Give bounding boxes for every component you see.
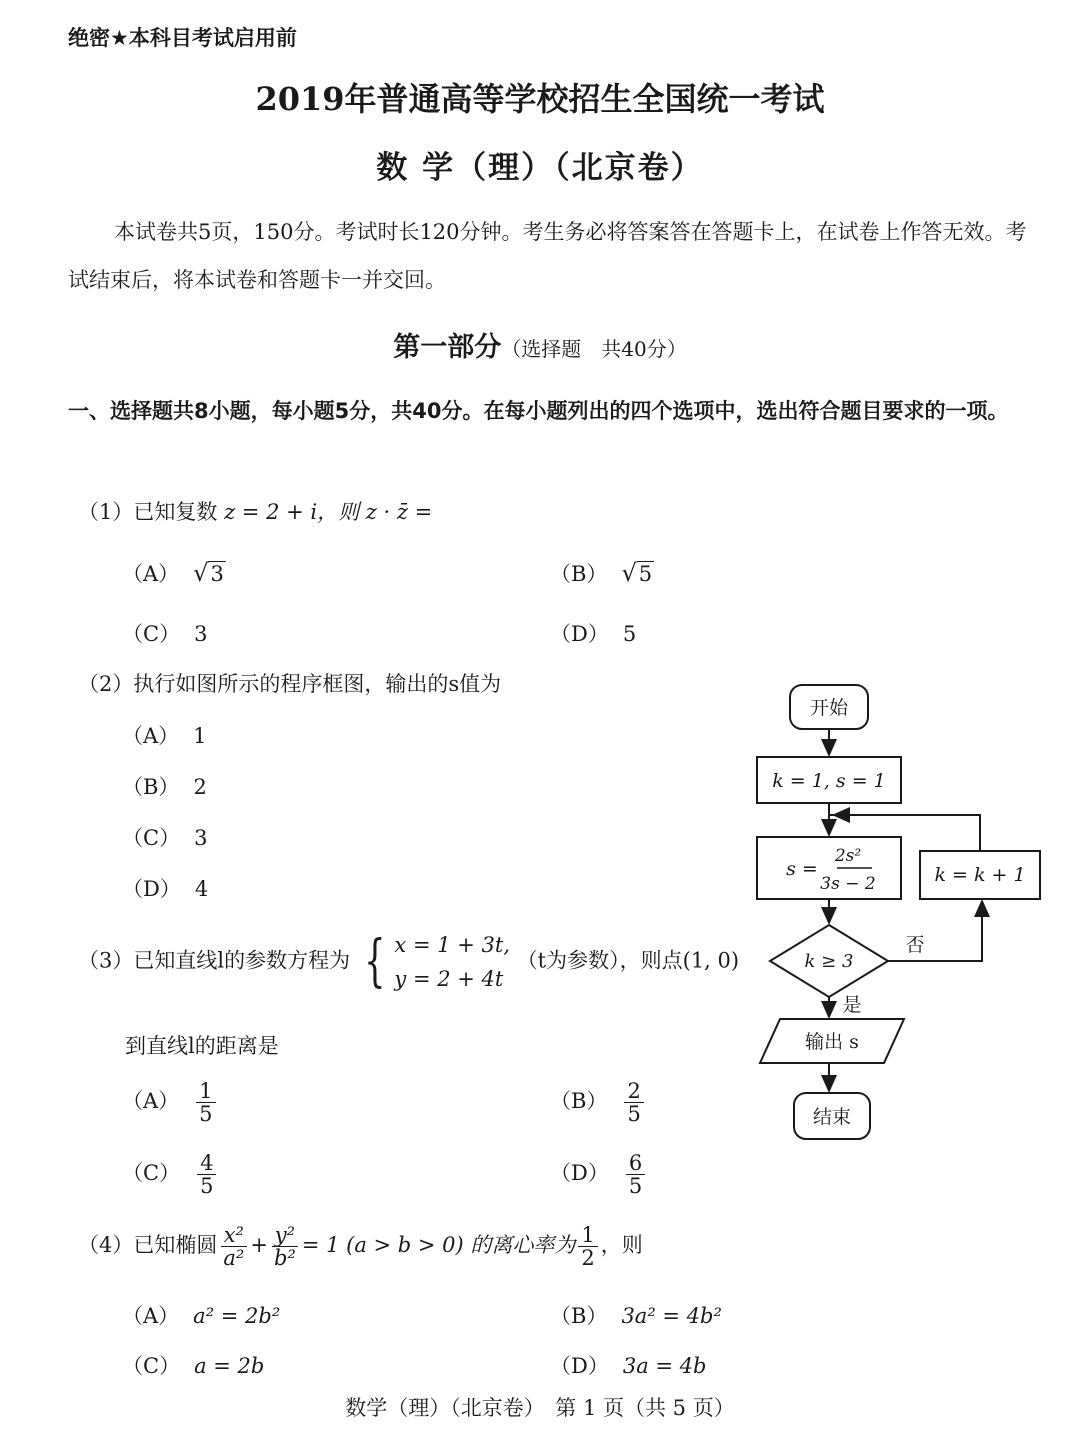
q1-option-b-value: 5 xyxy=(638,562,653,586)
question-4-number: （4） xyxy=(78,1233,134,1258)
denominator: a² xyxy=(223,1246,245,1271)
numerator: 4 xyxy=(197,1152,216,1175)
q1-option-b xyxy=(550,558,654,588)
question-4-text-post: ，则 xyxy=(600,1233,643,1258)
question-4-eccentricity xyxy=(578,1224,597,1269)
q1-option-a-value: 3 xyxy=(210,562,224,586)
question-1-number: （1） xyxy=(78,500,134,524)
question-4-text: 已知椭圆 xyxy=(133,1233,218,1258)
q2-option-d-label: （D） xyxy=(122,877,181,901)
program-flowchart xyxy=(750,675,1050,1155)
q2-option-a-value: 1 xyxy=(193,724,207,748)
flow-no-line xyxy=(888,901,982,961)
q3-option-a xyxy=(122,1080,219,1125)
q1-option-d-label: （D） xyxy=(550,622,609,646)
flow-loop-line xyxy=(829,815,980,850)
q3-option-a-label: （A） xyxy=(122,1089,180,1114)
denominator: 5 xyxy=(199,1102,213,1127)
question-4-fraction-y xyxy=(271,1224,299,1269)
flow-condition-label: k ≥ 3 xyxy=(804,951,854,972)
q3-option-d xyxy=(550,1152,648,1197)
q1-option-a-sqrt: √3 xyxy=(193,559,224,587)
flow-output-label: 输出 s xyxy=(805,1031,859,1053)
q4-option-a-value: a² = 2b² xyxy=(193,1304,281,1328)
q2-option-b xyxy=(122,771,207,801)
q4-option-c-value: a = 2b xyxy=(194,1354,265,1378)
q1-option-d xyxy=(550,618,636,648)
q3-option-d-fraction xyxy=(626,1152,645,1197)
q3-option-c-fraction xyxy=(197,1152,216,1197)
q2-option-d xyxy=(122,873,208,903)
q4-option-d-label: （D） xyxy=(550,1354,609,1378)
q1-option-d-value: 5 xyxy=(622,622,637,646)
q2-option-b-label: （B） xyxy=(122,775,180,799)
question-3-stem xyxy=(78,928,739,996)
denominator: 2 xyxy=(581,1246,595,1271)
q2-option-a-label: （A） xyxy=(122,724,180,748)
numerator: 6 xyxy=(626,1152,645,1175)
q1-option-b-label: （B） xyxy=(550,562,608,586)
numerator: x² xyxy=(221,1224,247,1247)
question-1-equation: z = 2 + i，则 xyxy=(224,500,360,524)
flow-assign-lhs: s = xyxy=(786,858,818,880)
q1-option-c-label: （C） xyxy=(122,622,181,646)
question-1-text: 已知复数 xyxy=(133,500,218,524)
question-1-expression: z · z̄ = xyxy=(365,500,433,524)
plus-sign: + xyxy=(250,1233,268,1258)
question-2-stem xyxy=(78,668,501,698)
flow-assign-denominator: 3s − 2 xyxy=(820,874,876,894)
question-2-number: （2） xyxy=(78,672,134,696)
q3-option-c xyxy=(122,1152,219,1197)
flow-assign-numerator: 2s² xyxy=(834,846,862,866)
part-one-title: 第一部分 xyxy=(393,332,502,363)
question-3-eq-x: x = 1 + 3t, xyxy=(394,933,510,957)
flow-no-label: 否 xyxy=(905,934,925,956)
part-one-note: （选择题 共40分） xyxy=(501,337,687,361)
question-4-stem xyxy=(78,1224,643,1269)
q2-option-a xyxy=(122,720,207,750)
q4-option-a xyxy=(122,1300,280,1330)
flow-end-label: 结束 xyxy=(812,1106,852,1128)
denominator: 5 xyxy=(628,1174,643,1199)
q3-option-c-label: （C） xyxy=(122,1161,181,1186)
q4-option-a-label: （A） xyxy=(122,1304,180,1328)
flow-init-label: k = 1, s = 1 xyxy=(772,770,886,792)
exam-title: 2019年普通高等学校招生全国统一考试 xyxy=(255,80,825,118)
confidential-label: 绝密★本科目考试启用前 xyxy=(68,26,297,50)
q3-option-a-fraction xyxy=(196,1080,215,1125)
question-3-stem-continued: 到直线l的距离是 xyxy=(125,1034,279,1058)
q3-option-b xyxy=(550,1080,647,1125)
q1-option-b-sqrt: √5 xyxy=(621,559,653,587)
q1-option-a xyxy=(122,558,226,588)
flow-start-label: 开始 xyxy=(809,697,849,719)
flow-increment-label: k = k + 1 xyxy=(934,864,1026,886)
question-3-eq-y: y = 2 + 4t xyxy=(394,967,504,991)
q4-option-c xyxy=(122,1350,264,1380)
q3-option-d-label: （D） xyxy=(550,1161,609,1186)
question-3-text-post: （t为参数），则点(1, 0) xyxy=(516,948,740,973)
q2-option-c xyxy=(122,822,207,852)
flow-yes-label: 是 xyxy=(842,994,862,1016)
question-3-number: （3） xyxy=(78,948,134,973)
question-3-text: 已知直线l的参数方程为 xyxy=(133,948,351,973)
question-1-stem xyxy=(78,496,432,526)
q4-option-b xyxy=(550,1300,722,1330)
q2-option-d-value: 4 xyxy=(194,877,209,901)
section-one-instruction: 一、选择题共8小题，每小题5分，共40分。在每小题列出的四个选项中，选出符合题目要求的一项。 xyxy=(68,399,1009,423)
denominator: b² xyxy=(273,1246,296,1271)
q2-option-b-value: 2 xyxy=(193,775,207,799)
q3-option-b-label: （B） xyxy=(550,1089,608,1114)
q4-option-b-label: （B） xyxy=(550,1304,608,1328)
q4-option-d xyxy=(550,1350,706,1380)
brace-symbol: { xyxy=(363,929,386,994)
q2-option-c-label: （C） xyxy=(122,826,181,850)
part-one-heading xyxy=(0,325,1080,364)
question-4-fraction-x xyxy=(220,1224,247,1269)
question-3-system xyxy=(357,928,510,996)
q4-option-c-label: （C） xyxy=(122,1354,181,1378)
exam-subtitle: 数 学（理）（北京卷） xyxy=(376,150,704,186)
exam-instructions: 本试卷共5页，150分。考试时长120分钟。考生务必将答案答在答题卡上，在试卷上作答无效。考试结束后，将本试卷和答题卡一并交回。 xyxy=(68,220,1027,292)
q4-option-b-value: 3a² = 4b² xyxy=(621,1304,722,1328)
numerator: 1 xyxy=(196,1080,215,1103)
question-4-equation-rest: = 1 (a > b > 0) 的离心率为 xyxy=(301,1233,576,1258)
q4-option-d-value: 3a = 4b xyxy=(622,1354,707,1378)
denominator: 5 xyxy=(200,1174,214,1199)
numerator: 1 xyxy=(578,1224,597,1247)
numerator: 2 xyxy=(624,1080,643,1103)
question-2-text: 执行如图所示的程序框图，输出的s值为 xyxy=(133,672,502,696)
q2-option-c-value: 3 xyxy=(194,826,208,850)
q1-option-a-label: （A） xyxy=(122,562,180,586)
q3-option-b-fraction xyxy=(624,1080,643,1125)
numerator: y² xyxy=(272,1224,298,1247)
q1-option-c xyxy=(122,618,207,648)
page-footer: 数学（理）（北京卷） 第 1 页（共 5 页） xyxy=(345,1396,735,1420)
q1-option-c-value: 3 xyxy=(194,622,208,646)
denominator: 5 xyxy=(627,1102,641,1127)
